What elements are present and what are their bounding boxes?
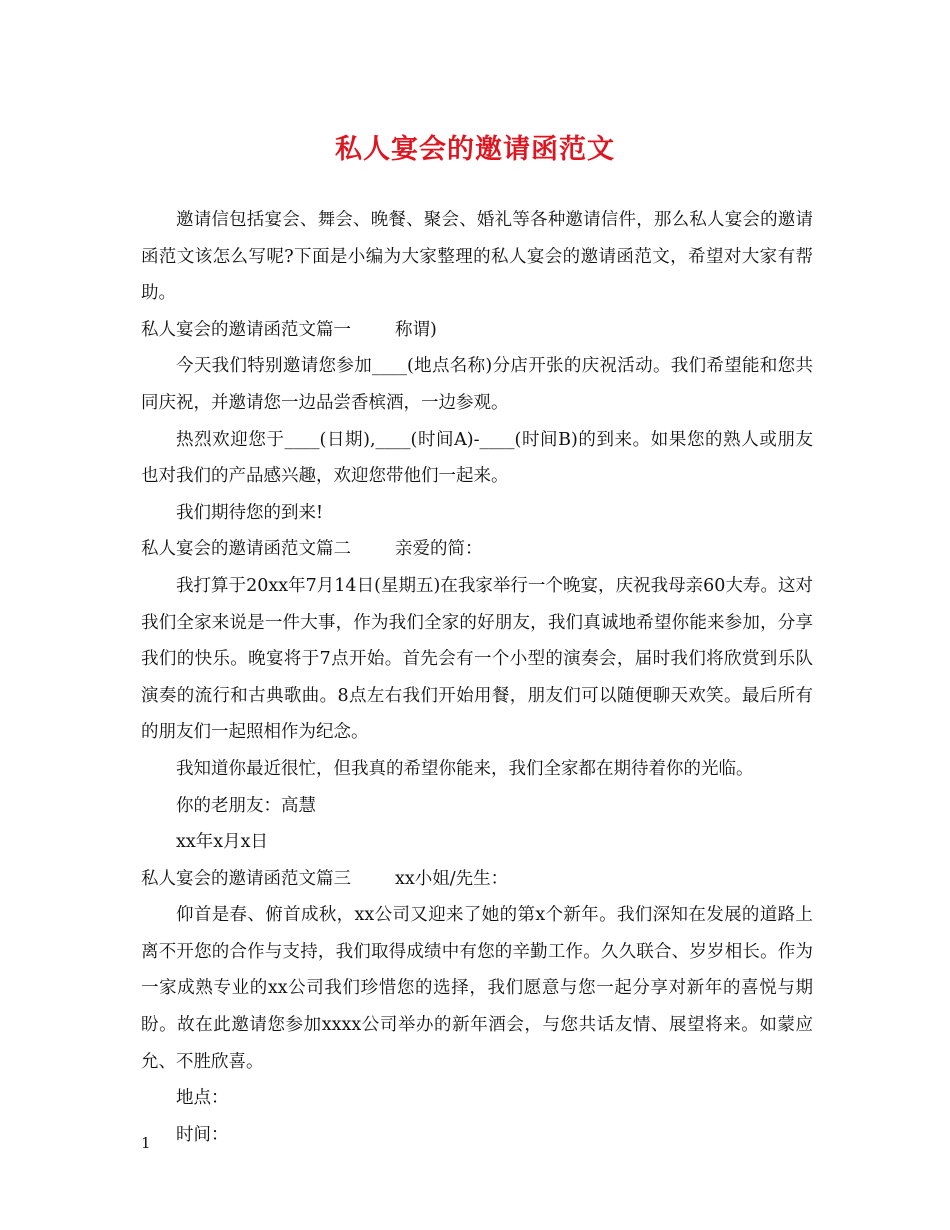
intro-paragraph: 邀请信包括宴会、舞会、晚餐、聚会、婚礼等各种邀请信件，那么私人宴会的邀请函范文该怎么写呢?下面是小编为大家整理的私人宴会的邀请函范文，希望对大家有帮助。 (141, 210, 813, 304)
time-line: 时间： (176, 1124, 229, 1145)
section-heading (141, 531, 813, 568)
section-heading (141, 312, 813, 349)
location-line: 地点： (176, 1088, 229, 1109)
salutation: 亲爱的简： (395, 539, 483, 560)
salutation: 称谓) (395, 319, 437, 340)
section-title: 私人宴会的邀请函范文篇二 (141, 539, 351, 560)
section-title: 私人宴会的邀请函范文篇三 (141, 868, 351, 889)
paragraph: 我们期待您的到来! (176, 502, 324, 523)
paragraph: 今天我们特别邀请您参加____(地点名称)分店开张的庆祝活动。我们希望能和您共同庆祝，并邀请您一边品尝香槟酒，一边参观。 (141, 356, 813, 413)
date-line: xx年x月x日 (176, 832, 268, 853)
signature-line: 你的老朋友：高慧 (176, 795, 316, 816)
paragraph: 我知道你最近很忙，但我真的希望你能来，我们全家都在期待着你的光临。 (176, 758, 754, 779)
section-heading (141, 861, 813, 898)
document-body (141, 202, 813, 1153)
paragraph: 仰首是春、俯首成秋，xx公司又迎来了她的第x个新年。我们深知在发展的道路上离不开您的合作与支持，我们取得成绩中有您的辛勤工作。久久联合、岁岁相长。作为一家成熟专业的xx公司我们珍惜您的选择，我们愿意与您一起分享对新年的喜悦与期盼。故在此邀请您参加xxxx公司举办的新年酒会，与您共话友情、展望将来。如蒙应允、不胜欣喜。 (141, 905, 813, 1072)
paragraph: 热烈欢迎您于____(日期),____(时间A)-____(时间B)的到来。如果您的熟人或朋友也对我们的产品感兴趣，欢迎您带他们一起来。 (141, 429, 813, 487)
salutation: xx小姐/先生： (395, 868, 509, 889)
section-title: 私人宴会的邀请函范文篇一 (141, 319, 351, 340)
page-number: 1 (141, 1134, 151, 1152)
document-title: 私人宴会的邀请函范文 (335, 134, 615, 165)
paragraph: 我打算于20xx年7月14日(星期五)在我家举行一个晚宴，庆祝我母亲60大寿。这对我们全家来说是一件大事，作为我们全家的好朋友，我们真诚地希望你能来参加，分享我们的快乐。晚宴将于7点开始。首先会有一个小型的演奏会，届时我们将欣赏到乐队演奏的流行和古典歌曲。8点左右我们开始用餐，朋友们可以随便聊天欢笑。最后所有的朋友们一起照相作为纪念。 (141, 575, 813, 743)
